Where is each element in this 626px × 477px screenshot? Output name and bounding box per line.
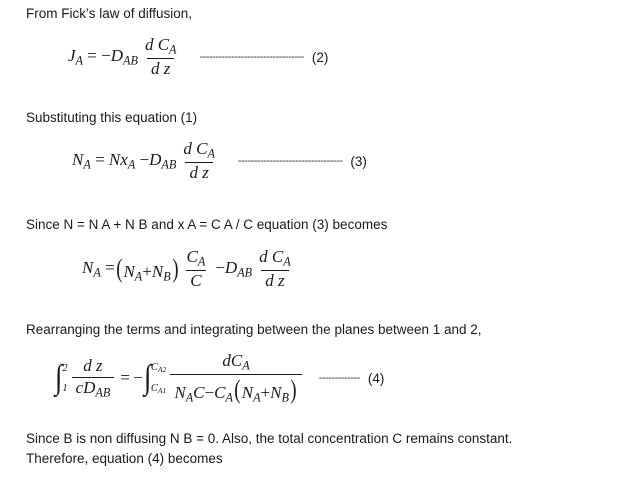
equn-fraction-1 — [182, 248, 209, 291]
eq4-integral-1: ∫ — [54, 359, 63, 397]
eq2-leader-dashes: --------------------------------- — [199, 51, 304, 64]
eq4-integral-1-limits: 2 1 — [62, 362, 68, 394]
paragraph-rearranging — [0, 320, 626, 340]
eq4-fraction-2 — [170, 352, 301, 405]
since-n-text: Since N = N A + N B and x A = C A / C equation (3) becomes — [26, 217, 388, 232]
eq4-equals: = — [120, 368, 130, 388]
eq4-int2-lower: $C_{A1}$ — [150, 382, 167, 396]
equation-3-body — [0, 140, 626, 183]
eq2-number: (2) — [311, 49, 329, 65]
eq4-number: (4) — [367, 370, 385, 386]
eq4-frac2-numerator: $dC_A$ — [222, 351, 250, 373]
eq3-lhs: $N_A = Nx_A -D_{AB}$ — [72, 150, 177, 172]
equn-frac2-denominator: d z — [261, 270, 288, 291]
paragraph-since-n — [0, 215, 626, 235]
eq4-int2-upper: $C_{A2}$ — [150, 361, 167, 374]
equn-group: $(N_A+N_B)$ — [115, 254, 179, 284]
eq3-denominator: d z — [185, 162, 212, 183]
equation-2 — [0, 36, 626, 79]
rearranging-text: Rearranging the terms and integrating between the planes between 1 and 2, — [26, 322, 482, 337]
eq3-fraction — [179, 140, 219, 183]
paragraph-intro — [0, 4, 626, 24]
equn-lhs: $N_A$ = — [82, 258, 115, 280]
eq3-numerator: d $C_A$ — [183, 139, 215, 161]
since-b-line-1: Since B is non diffusing N B = 0. Also, the total concentration C remains constant. — [26, 431, 513, 446]
eq4-leader-dashes: ------------- — [318, 372, 360, 385]
paragraph-since-b — [0, 429, 626, 468]
eq4-frac1-denominator: $cD_{AB}$ — [72, 377, 115, 400]
equation-4 — [0, 352, 626, 405]
eq3-number: (3) — [350, 153, 367, 169]
equation-unnumbered-body — [0, 248, 626, 291]
eq4-integral-2-limits — [151, 362, 166, 395]
equn-frac1-numerator: $C_A$ — [186, 247, 206, 269]
equn-coef: $-D_{AB}$ — [215, 258, 253, 280]
eq2-denominator: d z — [147, 58, 174, 79]
eq4-fraction-1 — [72, 357, 115, 400]
eq2-fraction — [141, 36, 181, 79]
eq3-leader-dashes: --------------------------------- — [237, 155, 343, 168]
eq4-frac2-denominator: $N_AC-C_A(N_A+N_B)$ — [170, 374, 301, 405]
substituting-text: Substituting this equation (1) — [26, 110, 198, 125]
since-b-line-2: Therefore, equation (4) becomes — [26, 450, 223, 466]
equn-paren-open: ( — [115, 254, 123, 284]
eq2-numerator: d $C_A$ — [144, 35, 177, 57]
equn-paren-close: ) — [171, 254, 179, 284]
equation-unnumbered — [0, 248, 626, 291]
equn-frac2-numerator: d $C_A$ — [259, 247, 291, 269]
paragraph-substituting — [0, 108, 626, 128]
equation-3 — [0, 140, 626, 183]
eq4-frac1-numerator: d z — [83, 356, 103, 376]
equation-2-body — [0, 36, 626, 79]
eq4-minus: − — [132, 368, 143, 388]
eq2-lhs: $J_A = -D_{AB}$ — [68, 46, 138, 68]
equn-frac1-denominator: C — [186, 270, 205, 291]
equn-fraction-2 — [255, 248, 295, 291]
intro-text: From Fick’s law of diffusion, — [26, 6, 193, 21]
equation-4-body — [0, 352, 626, 405]
eq4-integral-2: ∫ — [143, 359, 151, 397]
